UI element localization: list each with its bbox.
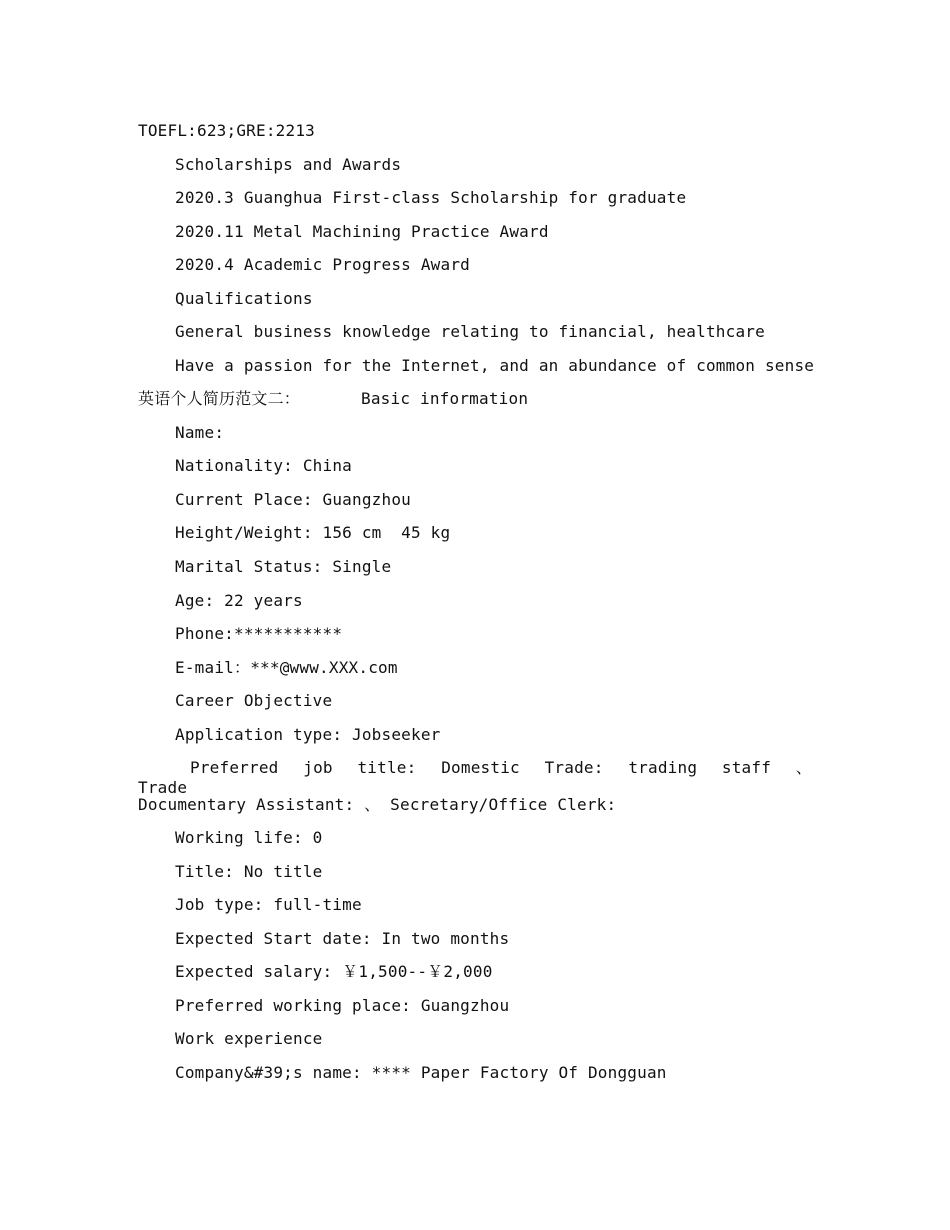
career-preferred-job-title: Preferred job title: Domestic Trade: trading staff 、 Trade xyxy=(138,758,812,797)
qualification-item: General business knowledge relating to financial, healthcare xyxy=(175,322,765,341)
info-email: E-mail：***@www.XXX.com xyxy=(175,658,398,677)
career-preferred-job-title-continued: Documentary Assistant: 、 Secretary/Office Clerk: xyxy=(138,795,617,814)
section-heading-scholarships: Scholarships and Awards xyxy=(175,155,402,174)
career-working-life: Working life: 0 xyxy=(175,828,323,847)
section-heading-qualifications: Qualifications xyxy=(175,289,313,308)
section-heading-basic-info: Basic information xyxy=(361,389,529,408)
section-heading-work-experience: Work experience xyxy=(175,1029,323,1048)
career-job-type: Job type: full-time xyxy=(175,895,362,914)
career-working-place: Preferred working place: Guangzhou xyxy=(175,996,510,1015)
career-title: Title: No title xyxy=(175,862,323,881)
career-start-date: Expected Start date: In two months xyxy=(175,929,510,948)
career-expected-salary: Expected salary: ￥1,500--￥2,000 xyxy=(175,962,493,981)
info-nationality: Nationality: China xyxy=(175,456,352,475)
info-name: Name: xyxy=(175,423,225,442)
qualification-item: Have a passion for the Internet, and an abundance of common sense xyxy=(175,356,815,375)
award-item: 2020.4 Academic Progress Award xyxy=(175,255,470,274)
info-age: Age: 22 years xyxy=(175,591,303,610)
career-application-type: Application type: Jobseeker xyxy=(175,725,441,744)
test-scores: TOEFL:623;GRE:2213 xyxy=(138,121,315,140)
info-marital-status: Marital Status: Single xyxy=(175,557,392,576)
award-item: 2020.11 Metal Machining Practice Award xyxy=(175,222,549,241)
info-height-weight: Height/Weight: 156 cm 45 kg xyxy=(175,523,451,542)
award-item: 2020.3 Guanghua First-class Scholarship for graduate xyxy=(175,188,687,207)
work-company-name: Company&#39;s name: **** Paper Factory Of Dongguan xyxy=(175,1063,667,1082)
info-current-place: Current Place: Guangzhou xyxy=(175,490,411,509)
info-phone: Phone:*********** xyxy=(175,624,343,643)
section-heading-career-objective: Career Objective xyxy=(175,691,333,710)
resume-sample-title: 英语个人简历范文二： xyxy=(138,389,301,408)
